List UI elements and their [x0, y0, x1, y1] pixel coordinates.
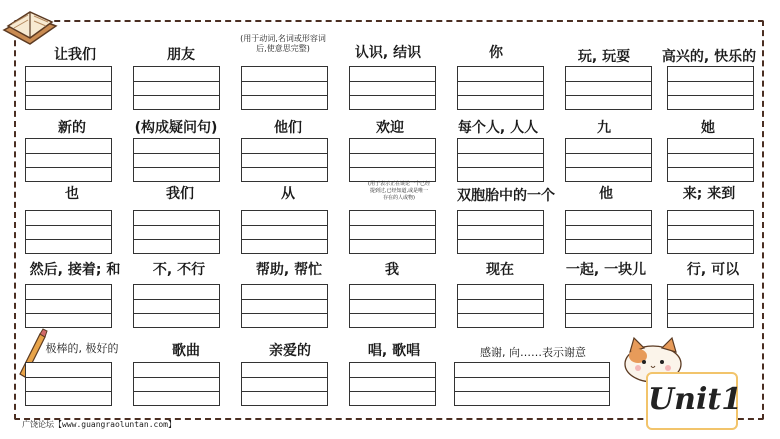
writing-box[interactable] — [457, 138, 544, 182]
writing-box[interactable] — [241, 210, 328, 254]
word-label: 歌曲 — [172, 343, 200, 359]
word-label: 现在 — [486, 262, 514, 278]
word-label: 帮助, 帮忙 — [255, 262, 323, 278]
word-label: 玩, 玩耍 — [577, 49, 631, 65]
word-label: 行, 可以 — [686, 262, 740, 278]
writing-box[interactable] — [349, 66, 436, 110]
writing-box[interactable] — [25, 138, 112, 182]
writing-box[interactable] — [349, 284, 436, 328]
word-label: 来; 来到 — [682, 186, 736, 202]
writing-box[interactable] — [454, 362, 610, 406]
word-label: 让我们 — [54, 47, 96, 63]
word-label: 九 — [597, 120, 611, 136]
writing-box[interactable] — [349, 362, 436, 406]
writing-box[interactable] — [25, 362, 112, 406]
writing-box[interactable] — [133, 284, 220, 328]
word-label: 我 — [385, 262, 399, 278]
writing-box[interactable] — [133, 362, 220, 406]
word-label: (用于表示正在谈论一个已经提到过,已经知道,或是唯一存在的人或物) — [368, 181, 430, 201]
writing-box[interactable] — [457, 210, 544, 254]
word-label: 新的 — [58, 120, 86, 136]
writing-box[interactable] — [241, 66, 328, 110]
word-label: 他们 — [274, 120, 302, 136]
word-label: 双胞胎中的一个 — [457, 188, 555, 204]
writing-box[interactable] — [667, 66, 754, 110]
writing-box[interactable] — [349, 210, 436, 254]
word-label: 认识, 结识 — [354, 45, 422, 61]
word-label: 我们 — [166, 186, 194, 202]
word-label: 也 — [65, 186, 79, 202]
writing-box[interactable] — [241, 138, 328, 182]
writing-box[interactable] — [241, 284, 328, 328]
writing-box[interactable] — [667, 284, 754, 328]
word-label: (构成疑问句) — [134, 120, 218, 136]
word-label: 高兴的, 快乐的 — [661, 49, 757, 65]
writing-box[interactable] — [667, 210, 754, 254]
writing-box[interactable] — [133, 138, 220, 182]
word-label: 他 — [599, 186, 613, 202]
word-label: 朋友 — [167, 47, 195, 63]
writing-box[interactable] — [133, 66, 220, 110]
writing-box[interactable] — [667, 138, 754, 182]
writing-box[interactable] — [565, 284, 652, 328]
word-label: 不, 不行 — [152, 262, 206, 278]
word-label: 唱, 歌唱 — [367, 343, 421, 359]
writing-box[interactable] — [25, 284, 112, 328]
writing-box[interactable] — [565, 210, 652, 254]
writing-box[interactable] — [565, 138, 652, 182]
writing-box[interactable] — [457, 284, 544, 328]
book-icon — [0, 0, 60, 52]
writing-box[interactable] — [133, 210, 220, 254]
word-label: 从 — [281, 186, 295, 202]
word-label: 感谢, 向……表示谢意 — [480, 346, 586, 359]
writing-box[interactable] — [25, 210, 112, 254]
writing-box[interactable] — [241, 362, 328, 406]
writing-box[interactable] — [457, 66, 544, 110]
writing-box[interactable] — [349, 138, 436, 182]
word-label: 极棒的, 极好的 — [45, 342, 119, 355]
word-label: 然后, 接着; 和 — [29, 262, 121, 278]
word-label: 一起, 一块儿 — [565, 262, 647, 278]
word-label: 每个人, 人人 — [457, 120, 539, 136]
word-label: 亲爱的 — [269, 343, 311, 359]
unit-badge: Unit1 — [646, 372, 738, 430]
word-label: 欢迎 — [376, 120, 404, 136]
footer-credit: 广饶论坛【www.guangraoluntan.com】 — [22, 420, 176, 429]
word-label: 她 — [701, 120, 715, 136]
word-label: 你 — [489, 45, 503, 61]
writing-box[interactable] — [25, 66, 112, 110]
writing-box[interactable] — [565, 66, 652, 110]
word-label: (用于动词,名词或形容词后,使意思完整) — [240, 34, 326, 53]
